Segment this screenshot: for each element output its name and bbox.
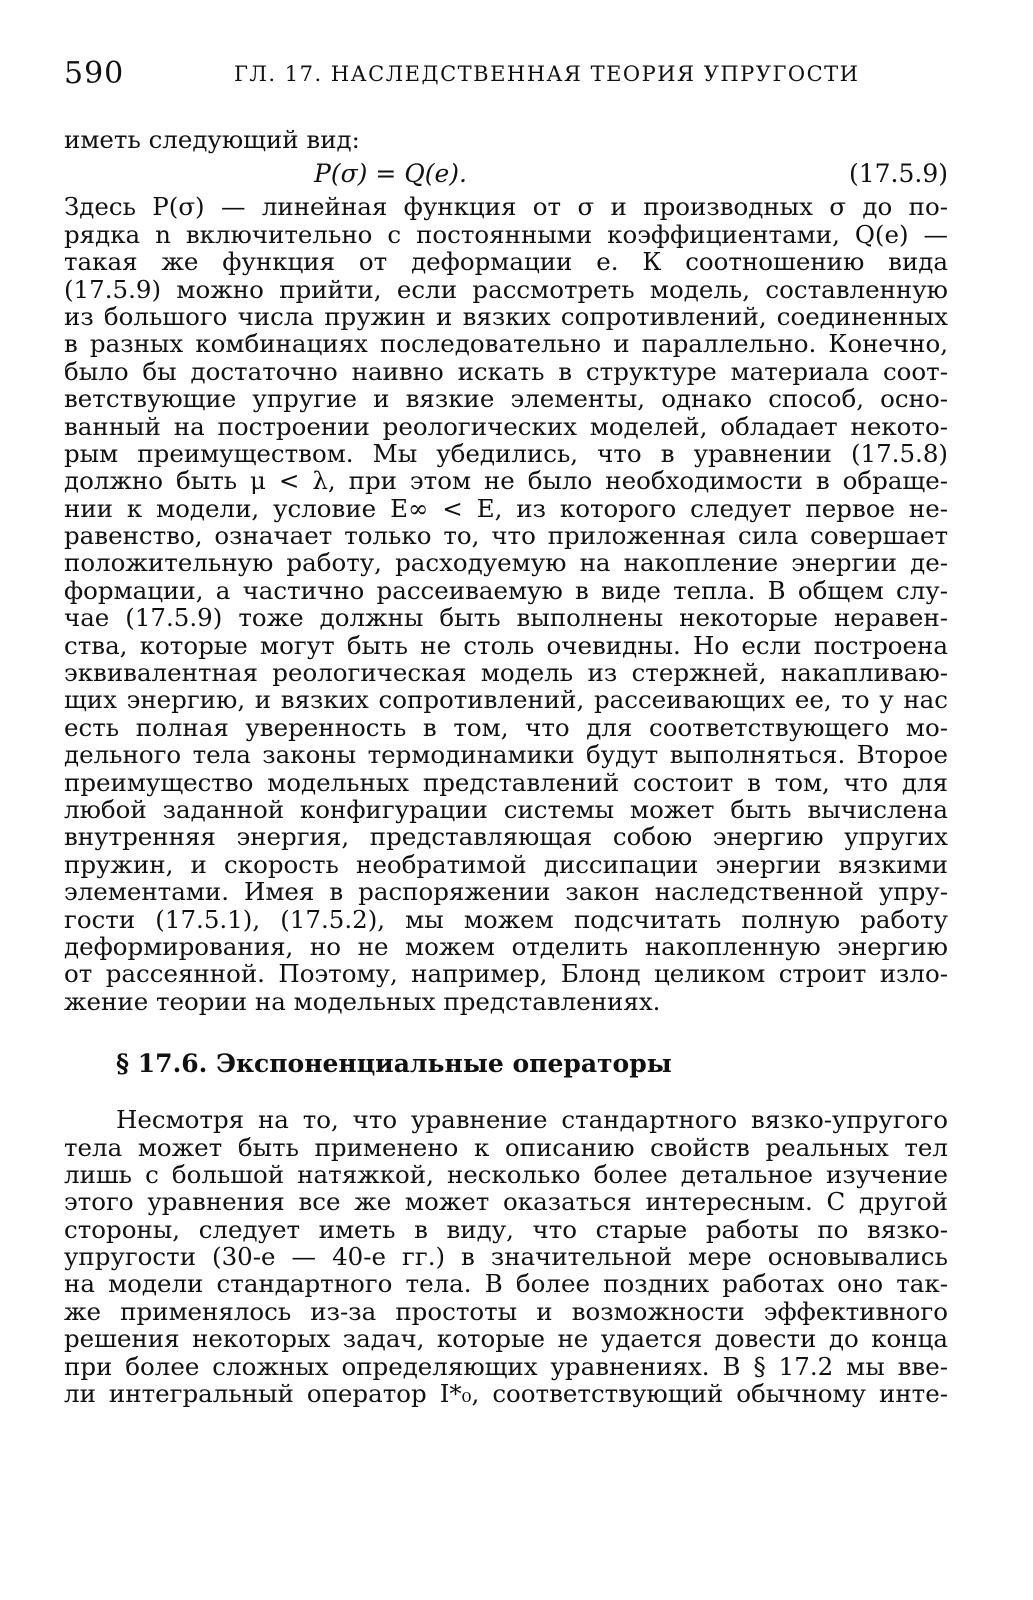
paragraph-line: деформирования, но не можем отделить накопленную энергию <box>64 931 948 961</box>
paragraph-line: внутренняя энергия, представляющая собою энергию упругих <box>64 822 948 852</box>
paragraph-line: было бы достаточно наивно искать в структуре материала соот- <box>64 356 948 386</box>
paragraph-line: на модели стандартного тела. В более поздних работах оно так- <box>64 1269 948 1299</box>
paragraph-line: дельного тела законы термодинамики будут выполняться. Второе <box>64 740 948 770</box>
paragraph-line: решения некоторых задач, которые не удается довести до конца <box>64 1324 948 1354</box>
paragraph-line: нии к модели, условие E∞ < E, из которого следует первое не- <box>64 493 948 523</box>
paragraph-line: есть полная уверенность в том, что для соответствующего мо- <box>64 712 948 742</box>
paragraph-line: тела может быть применено к описанию свойств реальных тел <box>64 1132 948 1162</box>
paragraph-line: равенство, означает только то, что приложенная сила совершает <box>64 521 948 551</box>
intro-line: иметь следующий вид: <box>64 125 360 154</box>
paragraph-line: Несмотря на то, что уравнение стандартного вязко-упругого <box>116 1105 948 1135</box>
equation-row <box>64 153 948 193</box>
paragraph-line: положительную работу, расходуемую на накопление энергии де- <box>64 548 948 578</box>
equation: P(σ) = Q(e). <box>314 159 467 189</box>
body-text <box>64 126 948 1407</box>
paragraph-line: щих энергию, и вязких сопротивлений, рассеивающих ее, то у нас <box>64 685 948 715</box>
paragraph-1 <box>64 193 948 1015</box>
paragraph-line: ли интегральный оператор I*₀, соответствующий обычному инте- <box>64 1379 948 1409</box>
paragraph-line: формации, а частично рассеиваемую в виде тепла. В общем слу- <box>64 575 948 605</box>
paragraph-line: элементами. Имея в распоряжении закон наследственной упру- <box>64 877 948 907</box>
paragraph-line: ства, которые могут быть не столь очевидны. Но если построена <box>64 630 948 660</box>
paragraph-line: преимущество модельных представлений состоит в том, что для <box>64 767 948 797</box>
paragraph-line: рядка n включительно с постоянными коэффициентами, Q(e) — <box>64 219 948 249</box>
paragraph-line: из большого числа пружин и вязких сопротивлений, соединенных <box>64 301 948 331</box>
paragraph-line: же применялось из-за простоты и возможности эффективного <box>64 1296 948 1326</box>
paragraph-line: ветствующие упругие и вязкие элементы, однако способ, осно- <box>64 384 948 414</box>
running-title: ГЛ. 17. НАСЛЕДСТВЕННАЯ ТЕОРИЯ УПРУГОСТИ <box>234 62 860 86</box>
paragraph-line: жение теории на модельных представлениях. <box>64 986 661 1016</box>
paragraph-line: (17.5.9) можно прийти, если рассмотреть модель, составленную <box>64 274 948 304</box>
equation-number: (17.5.9) <box>848 159 948 189</box>
paragraph-line: в разных комбинациях последовательно и параллельно. Конечно, <box>64 329 948 359</box>
paragraph-line: такая же функция от деформации e. К соотношению вида <box>64 247 948 277</box>
paragraph-2 <box>64 1106 948 1407</box>
page <box>64 52 948 1407</box>
paragraph-line: лишь с большой натяжкой, несколько более детальное изучение <box>64 1159 948 1189</box>
paragraph-line: ванный на построении реологических моделей, обладает некото- <box>64 411 948 441</box>
paragraph-line: при более сложных определяющих уравнениях. В § 17.2 мы вве- <box>64 1351 948 1381</box>
paragraph-line: этого уравнения все же может оказаться интересным. С другой <box>64 1187 948 1217</box>
paragraph-line: упругости (30-е — 40-е гг.) в значительной мере основывались <box>64 1242 948 1272</box>
paragraph-line: должно быть μ < λ, при этом не было необходимости в обраще- <box>64 466 948 496</box>
paragraph-line: от рассеянной. Поэтому, например, Блонд целиком строит изло- <box>64 959 948 989</box>
section-heading: § 17.6. Экспоненциальные операторы <box>116 1049 672 1079</box>
paragraph-line: пружин, и скорость необратимой диссипации энергии вязкими <box>64 849 948 879</box>
running-head <box>64 52 948 96</box>
paragraph-line: рым преимуществом. Мы убедились, что в уравнении (17.5.8) <box>64 438 948 468</box>
page-number: 590 <box>64 56 125 91</box>
paragraph-line: гости (17.5.1), (17.5.2), мы можем подсчитать полную работу <box>64 904 948 934</box>
paragraph-line: чае (17.5.9) тоже должны быть выполнены некоторые неравен- <box>64 603 948 633</box>
paragraph-line: Здесь P(σ) — линейная функция от σ и производных σ до по- <box>64 192 948 222</box>
paragraph-line: стороны, следует иметь в виду, что старые работы по вязко- <box>64 1214 948 1244</box>
paragraph-line: любой заданной конфигурации системы может быть вычислена <box>64 794 948 824</box>
paragraph-line: эквивалентная реологическая модель из стержней, накапливаю- <box>64 658 948 688</box>
